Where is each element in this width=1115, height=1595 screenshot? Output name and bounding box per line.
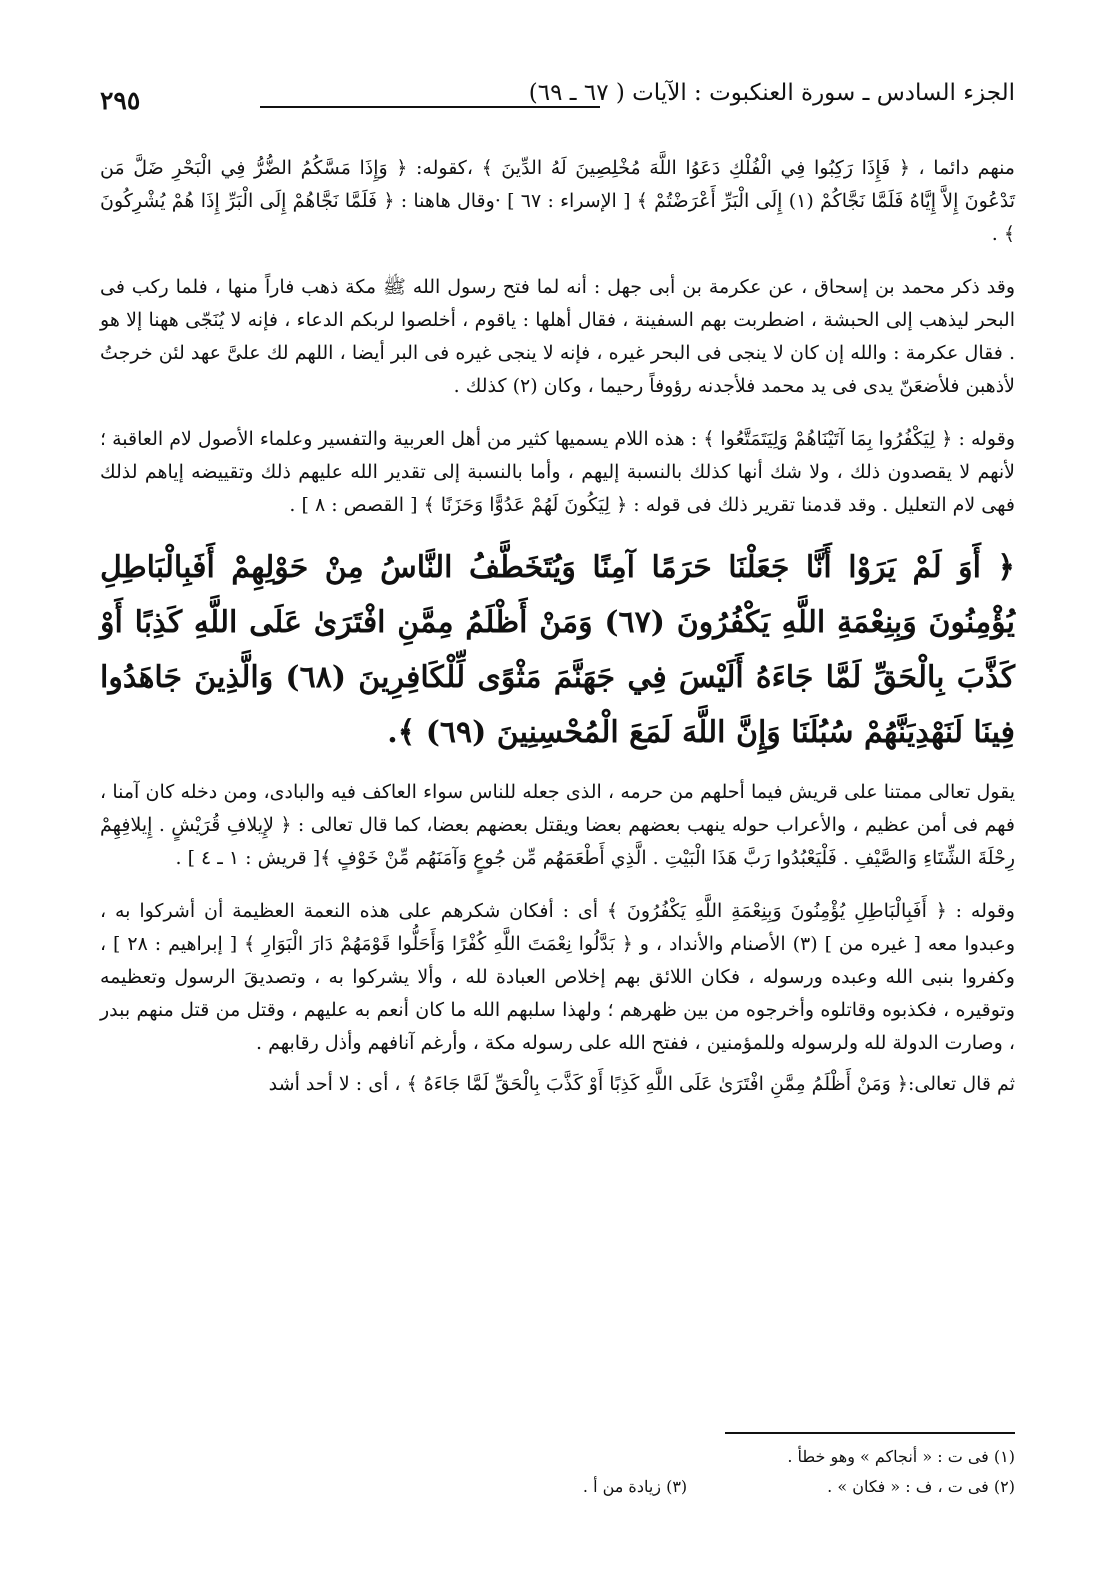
running-header [100, 78, 1015, 126]
header-rule [260, 106, 600, 108]
paragraph-3: وقوله : ﴿ لِيَكْفُرُوا بِمَا آتَيْنَاهُمْ وَلِيَتَمَتَّعُوا ﴾ : هذه اللام يسميها كثير من أهل العربية والتفسير وعلماء الأصول لام العاقبة ؛ لأنهم لا يقصدون ذلك ، ولا شك أنها كذلك بالنسبة إليهم ، وأما بالنسبة إلى تقدير الله عليهم ذلك وتقييضه إياهم لذلك فهى لام التعليل . وقد قدمنا تقرير ذلك فى قوله : ﴿ لِيَكُونَ لَهُمْ عَدُوًّا وَحَزَنًا ﴾ [ القصص : ٨ ] . [100, 428, 1015, 516]
footnote-3: (٣) زيادة من أ . [582, 1477, 688, 1496]
paragraph-2: وقد ذكر محمد بن إسحاق ، عن عكرمة بن أبى جهل : أنه لما فتح رسول الله ﷺ مكة ذهب فاراً منها ، فلما ركب فى البحر ليذهب إلى الحبشة ، اضطربت بهم السفينة ، فقال أهلها : ياقوم ، أخلصوا لربكم الدعاء ، فإنه لا يُنَجّى ههنا إلا هو . فقال عكرمة : والله إن كان لا ينجى فى البحر غيره ، فإنه لا ينجى غيره فى البر أيضا ، اللهم لك علىَّ عهد لئن خرجتُ لأذهبن فلأضعَنّ يدى فى يد محمد فلأجدنه رؤوفاً رحيما ، وكان (٢) كذلك . [100, 276, 1015, 397]
page-number: ٢٩٥ [100, 86, 141, 115]
paragraph-4: يقول تعالى ممتنا على قريش فيما أحلهم من حرمه ، الذى جعله للناس سواء العاكف فيه والبادى، ومن دخله كان آمنا ، فهم فى أمن عظيم ، والأعراب حوله ينهب بعضهم بعضا ويقتل بعضهم بعضا، كما قال تعالى : ﴿ لإِيلافِ قُرَيْشٍ . إِيلافِهِمْ رِحْلَةَ الشِّتَاءِ وَالصَّيْفِ . فَلْيَعْبُدُوا رَبَّ هَذَا الْبَيْتِ . الَّذِي أَطْعَمَهُم مِّن جُوعٍ وَآمَنَهُم مِّنْ خَوْفٍ ﴾[ قريش : ١ ـ ٤ ] . [100, 781, 1015, 869]
footnote-rule [725, 1432, 1015, 1434]
paragraph-1: منهم دائما ، ﴿ فَإِذَا رَكِبُوا فِي الْفُلْكِ دَعَوُا اللَّهَ مُخْلِصِينَ لَهُ الدِّينَ ﴾ ،كقوله: ﴿ وَإِذَا مَسَّكُمُ الضُّرُّ فِي الْبَحْرِ ضَلَّ مَن تَدْعُونَ إِلاَّ إِيَّاهُ فَلَمَّا نَجَّاكُمْ (١) إِلَى الْبَرِّ أَعْرَضْتُمْ ﴾ [ الإسراء : ٦٧ ] ·وقال هاهنا : ﴿ فَلَمَّا نَجَّاهُمْ إِلَى الْبَرِّ إِذَا هُمْ يُشْرِكُونَ ﴾ . [100, 157, 1015, 245]
footnote-2: (٢) فى ت ، ف : « فكان » . [827, 1477, 1015, 1496]
footnotes [100, 1442, 1015, 1502]
running-title: الجزء السادس ـ سورة العنكبوت : الآيات ( ٦٧ ـ ٦٩) [528, 80, 1015, 106]
paragraph-6: ثم قال تعالى:﴿ وَمَنْ أَظْلَمُ مِمَّنِ افْتَرَىٰ عَلَى اللَّهِ كَذِبًا أَوْ كَذَّبَ بِالْحَقِّ لَمَّا جَاءَهُ ﴾ ، أى : لا أحد أشد [268, 1073, 1015, 1095]
paragraph-5: وقوله : ﴿ أَفَبِالْبَاطِلِ يُؤْمِنُونَ وَبِنِعْمَةِ اللَّهِ يَكْفُرُونَ ﴾ أى : أفكان شكرهم على هذه النعمة العظيمة أن أشركوا به ، وعبدوا معه [ غيره من ] (٣) الأصنام والأنداد ، و ﴿ بَدَّلُوا نِعْمَتَ اللَّهِ كُفْرًا وَأَحَلُّوا قَوْمَهُمْ دَارَ الْبَوَارِ ﴾ [ إبراهيم : ٢٨ ] ، وكفروا بنبى الله وعبده ورسوله ، فكان اللائق بهم إخلاص العبادة لله ، وألا يشركوا به ، وتصديقَ الرسول وتعظيمه وتوقيره ، فكذبوه وقاتلوه وأخرجوه من بين ظهرهم ؛ ولهذا سلبهم الله ما كان أنعم به عليهم ، وقتل من قتل منهم ببدر ، وصارت الدولة لله ولرسوله وللمؤمنين ، ففتح الله على رسوله مكة ، وأرغم آنافهم وأذل رقابهم . [100, 900, 1015, 1054]
footnote-1: (١) فى ت : « أنجاكم » وهو خطأ . [787, 1447, 1015, 1466]
quran-verses-block: ﴿ أَوَ لَمْ يَرَوْا أَنَّا جَعَلْنَا حَرَمًا آمِنًا وَيُتَخَطَّفُ النَّاسُ مِنْ حَوْلِهِمْ أَفَبِالْبَاطِلِ يُؤْمِنُونَ وَبِنِعْمَةِ اللَّهِ يَكْفُرُونَ (٦٧) وَمَنْ أَظْلَمُ مِمَّنِ افْتَرَىٰ عَلَى اللَّهِ كَذِبًا أَوْ كَذَّبَ بِالْحَقِّ لَمَّا جَاءَهُ أَلَيْسَ فِي جَهَنَّمَ مَثْوًى لِّلْكَافِرِينَ (٦٨) وَالَّذِينَ جَاهَدُوا فِينَا لَنَهْدِيَنَّهُمْ سُبُلَنَا وَإِنَّ اللَّهَ لَمَعَ الْمُحْسِنِينَ (٦٩) ﴾. [100, 550, 1015, 750]
footnote-row [100, 1472, 1015, 1502]
main-text [100, 152, 1015, 1109]
